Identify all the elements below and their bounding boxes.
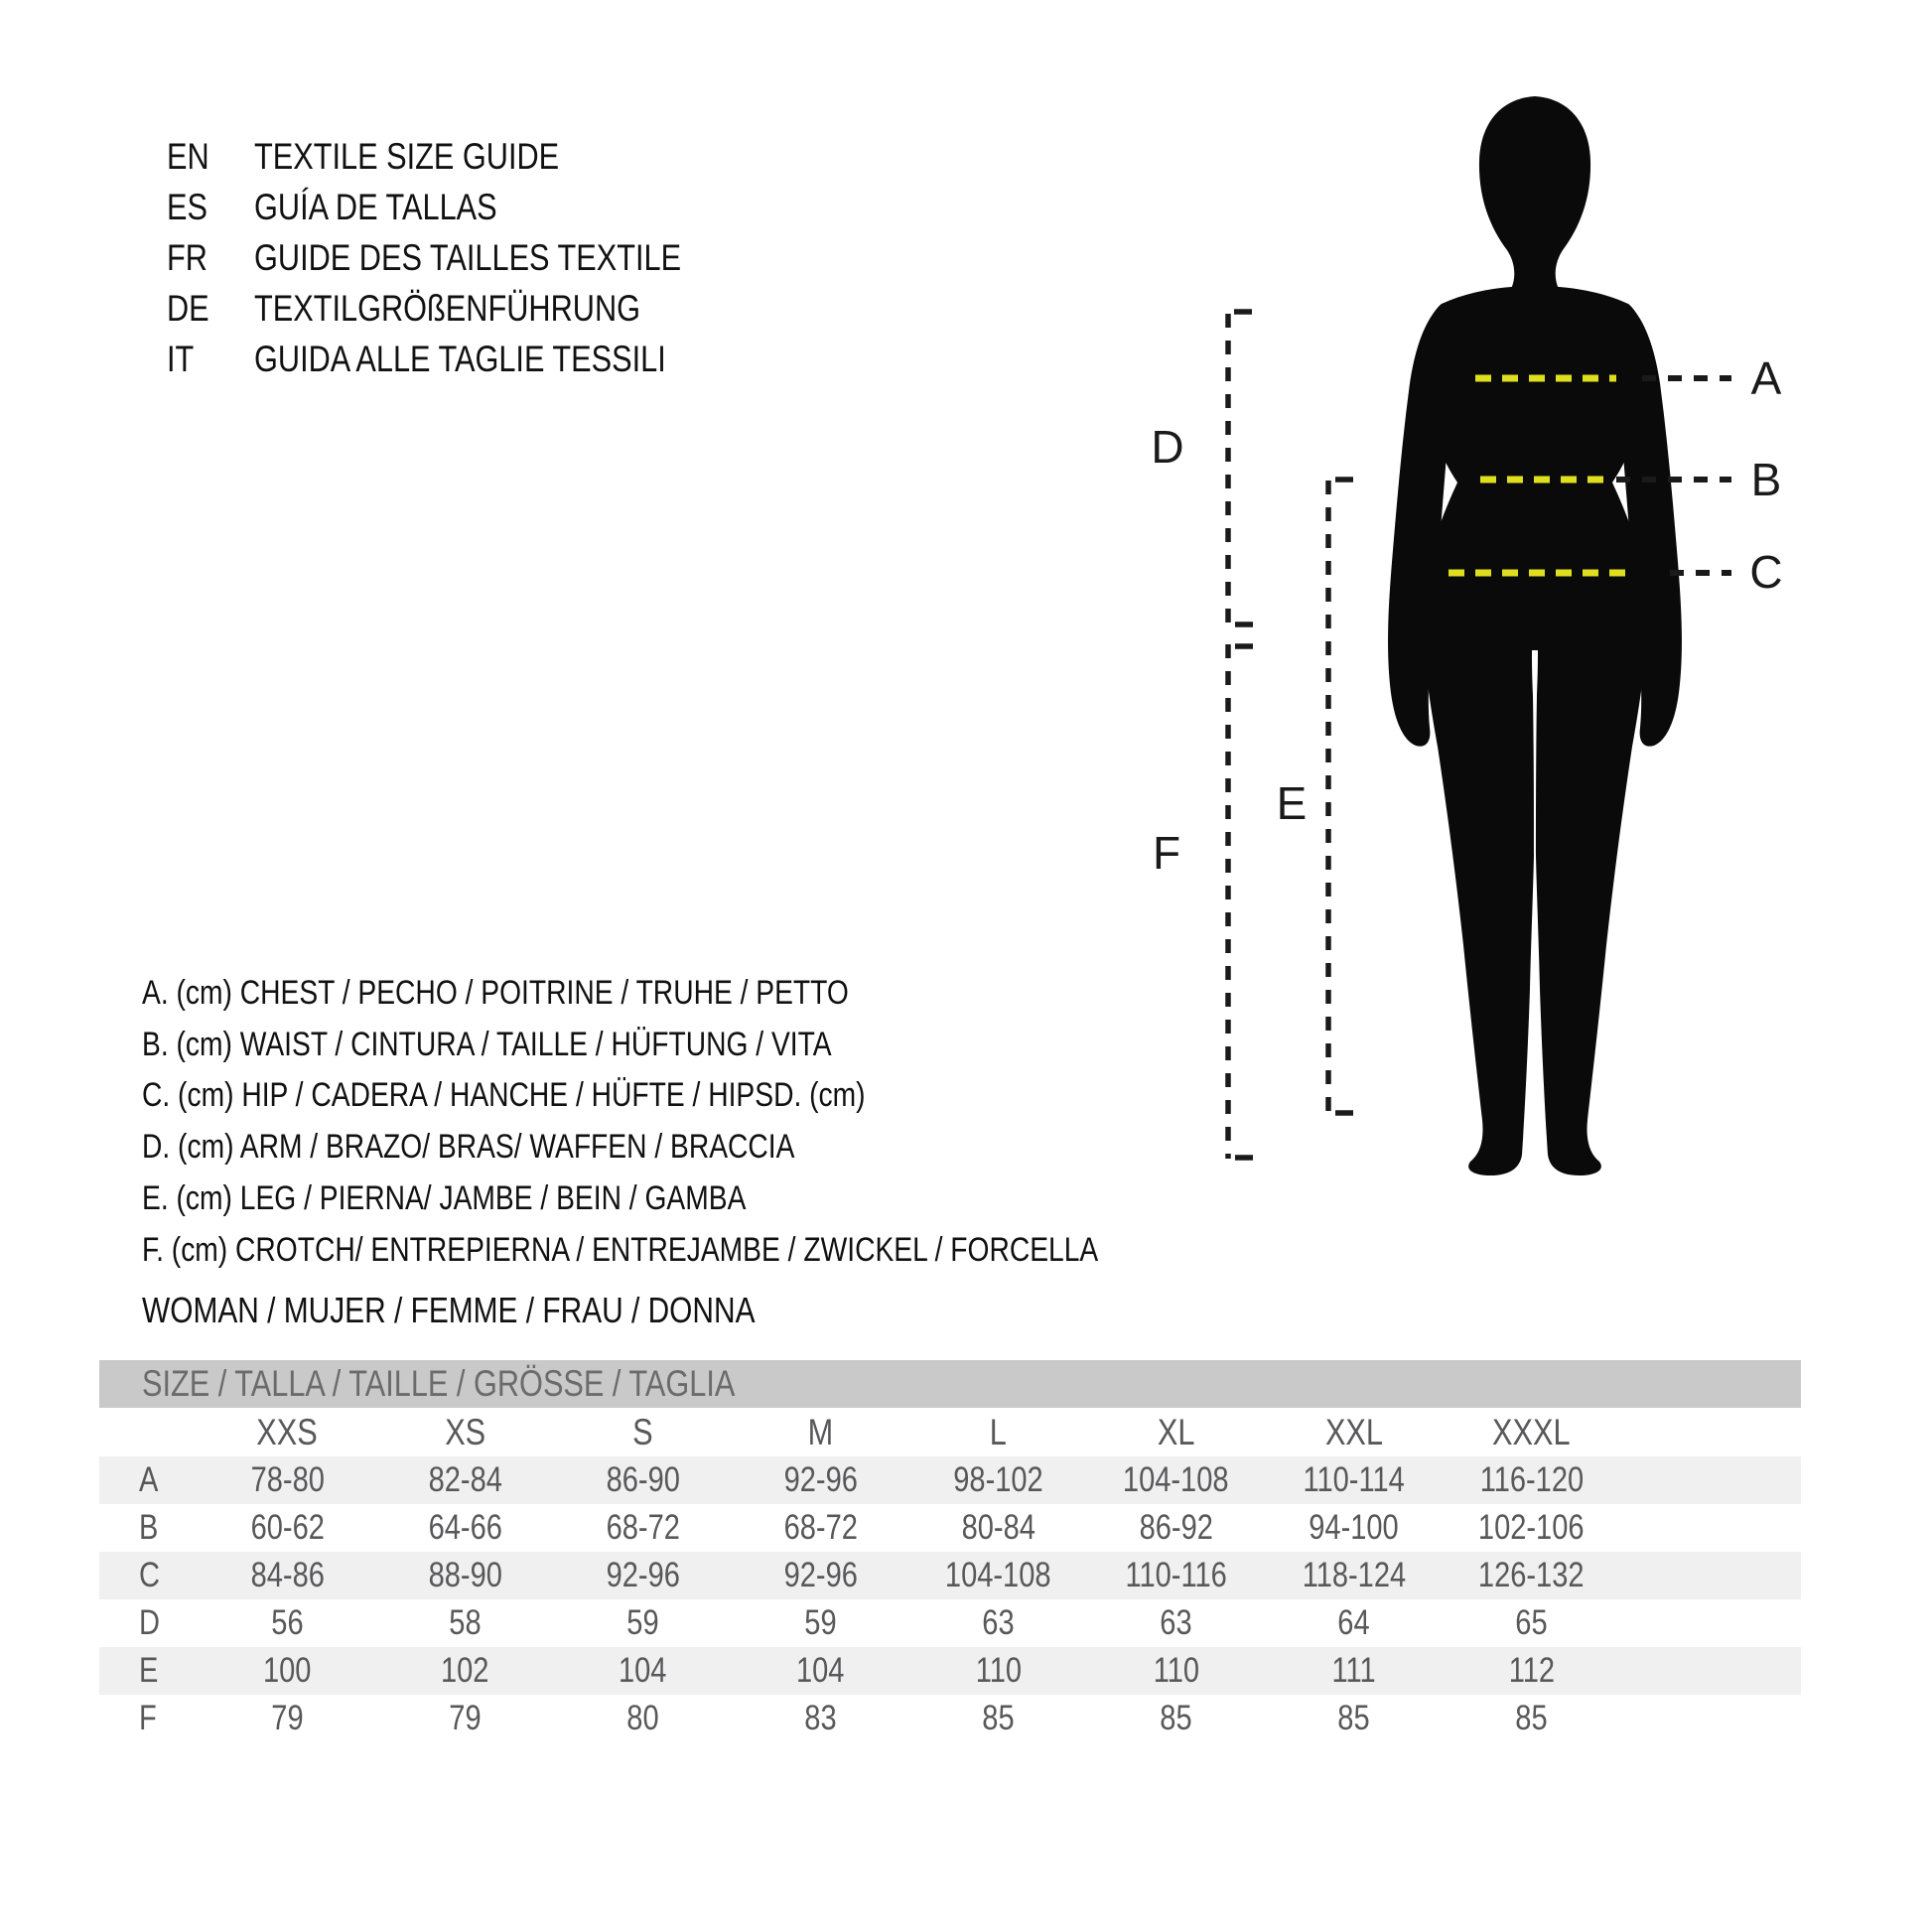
- size-labels-row: [99, 1408, 1801, 1456]
- legend-line-c: C. (cm) HIP / CADERA / HANCHE / HÜFTE / HIPSD. (cm): [142, 1076, 866, 1115]
- lang-row-es: [167, 182, 768, 232]
- row-label: B: [139, 1508, 159, 1547]
- legend-line-d: D. (cm) ARM / BRAZO/ BRAS/ WAFFEN / BRACCIA: [142, 1128, 795, 1167]
- cell: 64-66: [428, 1508, 502, 1547]
- cell: 92-96: [606, 1556, 680, 1594]
- cell: 112: [1508, 1651, 1555, 1690]
- cell: 56: [271, 1603, 304, 1642]
- guide-title-de: TEXTILGRÖßENFÜHRUNG: [254, 287, 641, 329]
- cell: 126-132: [1478, 1556, 1585, 1594]
- cell: 111: [1331, 1651, 1376, 1690]
- cell: 92-96: [783, 1556, 858, 1594]
- label-a-chest: A: [1750, 352, 1782, 404]
- row-label: E: [139, 1651, 159, 1690]
- cell: 100: [263, 1651, 312, 1690]
- cell: 59: [626, 1603, 659, 1642]
- row-label: F: [139, 1699, 157, 1737]
- table-row-d-arm: [99, 1599, 1801, 1647]
- size-col-xxl: XXL: [1324, 1411, 1383, 1452]
- size-col-xs: XS: [445, 1411, 485, 1452]
- lang-row-de: [167, 283, 768, 334]
- lang-row-fr: [167, 232, 768, 283]
- size-col-m: M: [807, 1411, 834, 1452]
- label-f-crotch: F: [1152, 827, 1181, 879]
- lang-code: [167, 237, 254, 279]
- cell: 64: [1337, 1603, 1370, 1642]
- silhouette-body: [1423, 286, 1647, 1175]
- measurement-legend: [142, 968, 1295, 1276]
- cell: 59: [804, 1603, 837, 1642]
- size-col-s: S: [632, 1411, 653, 1452]
- cell: 102: [441, 1651, 489, 1690]
- size-table-header-text: SIZE / TALLA / TAILLE / GRÖSSE / TAGLIA: [142, 1363, 736, 1404]
- cell: 65: [1515, 1603, 1548, 1642]
- legend-line-a: A. (cm) CHEST / PECHO / POITRINE / TRUHE / PETTO: [142, 974, 849, 1012]
- cell: 118-124: [1302, 1556, 1406, 1594]
- row-label: A: [139, 1460, 159, 1499]
- size-col-xl: XL: [1157, 1411, 1195, 1452]
- row-label: C: [139, 1556, 160, 1594]
- cell: 104: [619, 1651, 667, 1690]
- guide-title-fr: GUIDE DES TAILLES TEXTILE: [254, 236, 682, 278]
- table-row-b-waist: [99, 1504, 1801, 1552]
- cell: 83: [804, 1699, 837, 1737]
- cell: 84-86: [250, 1556, 325, 1594]
- cell: 79: [449, 1699, 482, 1737]
- cell: 110: [975, 1651, 1022, 1690]
- lang-code-text: FR: [167, 236, 207, 278]
- lang-code-text: ES: [167, 186, 207, 227]
- group-title-woman: WOMAN / MUJER / FEMME / FRAU / DONNA: [142, 1290, 756, 1330]
- lang-row-it: [167, 334, 768, 384]
- cell: 116-120: [1479, 1460, 1584, 1499]
- table-row-c-hip: [99, 1552, 1801, 1599]
- silhouette-head: [1479, 96, 1590, 296]
- cell: 85: [1337, 1699, 1370, 1737]
- cell: 58: [449, 1603, 482, 1642]
- lang-code-text: DE: [167, 287, 209, 329]
- table-row-e-leg: [99, 1647, 1801, 1695]
- cell: 80: [626, 1699, 659, 1737]
- lang-code: [167, 187, 254, 228]
- row-label: D: [139, 1603, 160, 1642]
- lang-code-text: EN: [167, 135, 209, 177]
- cell: 86-92: [1139, 1508, 1213, 1547]
- size-col-xxxl: XXXL: [1492, 1411, 1571, 1452]
- cell: 110-114: [1303, 1460, 1405, 1499]
- cell: 63: [1160, 1603, 1192, 1642]
- lang-code: [167, 136, 254, 178]
- label-e-leg: E: [1276, 777, 1308, 829]
- legend-line-e: E. (cm) LEG / PIERNA/ JAMBE / BEIN / GAMBA: [142, 1178, 747, 1217]
- cell: 79: [271, 1699, 304, 1737]
- legend-line-b: B. (cm) WAIST / CINTURA / TAILLE / HÜFTUNG / VITA: [142, 1025, 832, 1063]
- size-table-header-band: [99, 1360, 1801, 1408]
- cell: 110-116: [1125, 1556, 1227, 1594]
- legend-line-f: F. (cm) CROTCH/ ENTREPIERNA / ENTREJAMBE / ZWICKEL / FORCELLA: [142, 1230, 1099, 1269]
- label-c-hip: C: [1749, 546, 1783, 598]
- label-b-waist: B: [1750, 454, 1782, 505]
- cell: 88-90: [428, 1556, 502, 1594]
- cell: 80-84: [961, 1508, 1035, 1547]
- cell: 94-100: [1309, 1508, 1399, 1547]
- language-title-list: [167, 131, 768, 384]
- cell: 85: [1515, 1699, 1548, 1737]
- cell: 78-80: [250, 1460, 325, 1499]
- cell: 82-84: [428, 1460, 502, 1499]
- size-col-l: L: [989, 1411, 1008, 1452]
- cell: 110: [1153, 1651, 1199, 1690]
- guide-title-en: TEXTILE SIZE GUIDE: [254, 135, 560, 177]
- table-row-f-crotch: [99, 1695, 1801, 1742]
- cell: 68-72: [783, 1508, 858, 1547]
- cell: 104: [796, 1651, 845, 1690]
- guide-title-es: GUÍA DE TALLAS: [254, 186, 497, 227]
- cell: 86-90: [606, 1460, 680, 1499]
- cell: 85: [1160, 1699, 1192, 1737]
- cell: 98-102: [953, 1460, 1043, 1499]
- cell: 68-72: [606, 1508, 680, 1547]
- cell: 102-106: [1478, 1508, 1585, 1547]
- lang-code: [167, 339, 254, 380]
- lang-row-en: [167, 131, 768, 182]
- cell: 104-108: [945, 1556, 1051, 1594]
- cell: 104-108: [1123, 1460, 1229, 1499]
- lang-code-text: IT: [167, 338, 195, 379]
- label-d-arm: D: [1151, 421, 1184, 473]
- guide-title-it: GUIDA ALLE TAGLIE TESSILI: [254, 338, 666, 379]
- lang-code: [167, 288, 254, 330]
- cell: 63: [982, 1603, 1015, 1642]
- cell: 85: [982, 1699, 1015, 1737]
- size-col-xxs: XXS: [256, 1411, 319, 1452]
- size-table: [99, 1360, 1801, 1742]
- cell: 92-96: [783, 1460, 858, 1499]
- cell: 60-62: [250, 1508, 325, 1547]
- table-row-a-chest: [99, 1456, 1801, 1504]
